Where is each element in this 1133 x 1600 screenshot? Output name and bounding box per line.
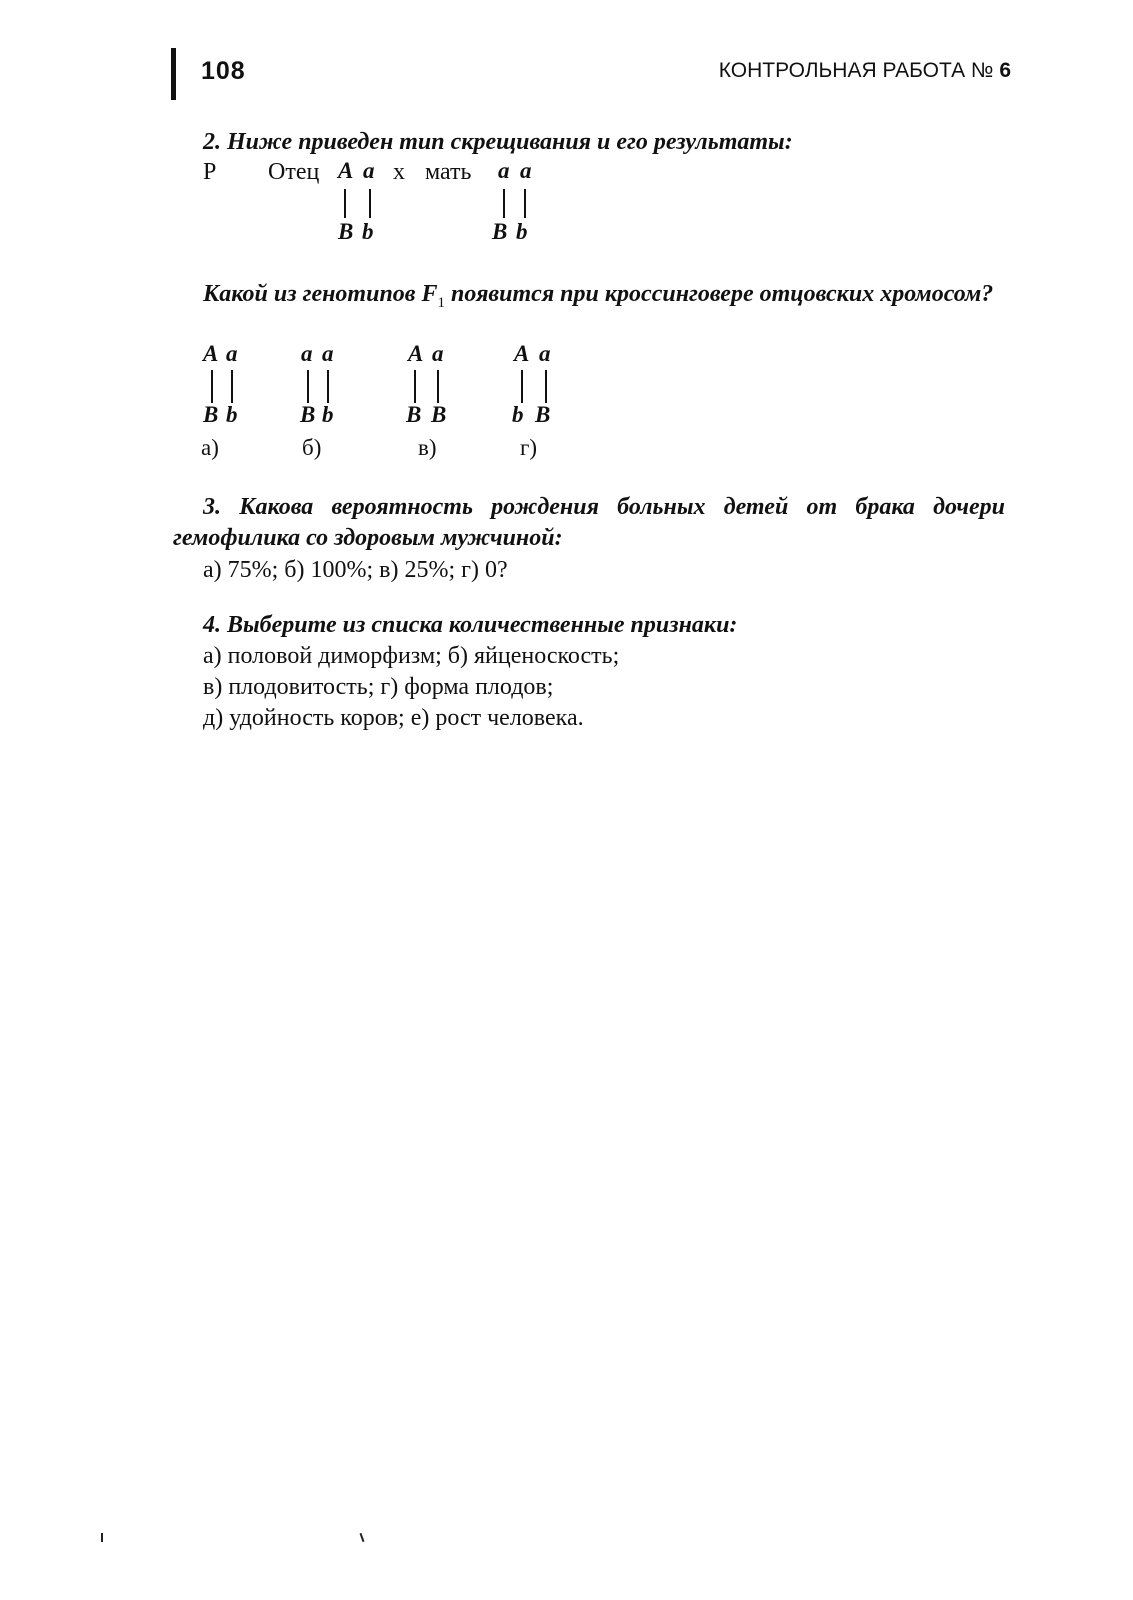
option-a-bottom-2: b (226, 402, 238, 427)
running-title-number: 6 (999, 59, 1011, 82)
option-b-top-1: a (301, 341, 313, 366)
question-2-f-subscript: 1 (437, 294, 446, 311)
option-v-top-2: a (432, 341, 444, 366)
running-title-text: КОНТРОЛЬНАЯ РАБОТА № (718, 59, 994, 82)
header-rule (171, 48, 176, 100)
question-4-title: 4. Выберите из списка количественные признаки: (203, 612, 738, 638)
mother-allele-bottom-1: B (492, 219, 508, 244)
option-b-bottom-2: b (322, 402, 334, 427)
father-chromosome-line-2 (369, 189, 371, 218)
question-4-line-3: д) удойность коров; е) рост человека. (203, 705, 584, 731)
option-v-top-1: A (408, 341, 424, 366)
mother-allele-top-2: a (520, 158, 532, 183)
mother-allele-bottom-2: b (516, 219, 528, 244)
question-2-prompt (173, 279, 1005, 319)
cross-p-label: Р (203, 159, 217, 185)
father-allele-top-2: a (363, 158, 375, 183)
option-v-line-1 (414, 370, 416, 403)
option-a-bottom-1: B (203, 402, 219, 427)
father-chromosome-line-1 (344, 189, 346, 218)
mother-label: мать (425, 159, 472, 185)
page-number: 108 (201, 57, 246, 85)
option-v-line-2 (437, 370, 439, 403)
mother-allele-top-1: a (498, 158, 510, 183)
mother-chromosome-line-2 (524, 189, 526, 218)
option-g-label: г) (520, 435, 538, 460)
question-3 (173, 492, 1005, 586)
question-2-text-b: появится при кроссинговере отцовских хромосом? (445, 281, 994, 307)
option-a-line-2 (231, 370, 233, 403)
scan-mark-center (360, 1533, 365, 1542)
option-g-top-2: a (539, 341, 551, 366)
option-b-bottom-1: B (300, 402, 316, 427)
question-3-title: 3. Какова вероятность рождения больных детей от брака дочери гемофилика со здоровым мужчиной: (173, 494, 1005, 551)
option-b-top-2: a (322, 341, 334, 366)
father-allele-top-1: A (338, 158, 354, 183)
option-b-line-2 (327, 370, 329, 403)
option-g-bottom-1: b (512, 402, 524, 427)
question-4-line-1: а) половой диморфизм; б) яйценоскость; (203, 643, 620, 669)
father-label: Отец (268, 159, 320, 185)
cross-sign: х (393, 159, 405, 185)
option-a-top-1: A (203, 341, 219, 366)
question-2-text-a: Какой из генотипов (203, 281, 422, 307)
question-3-answers: а) 75%; б) 100%; в) 25%; г) 0? (203, 557, 508, 583)
option-b-label: б) (302, 435, 322, 460)
question-4 (203, 610, 1005, 734)
question-2-title: 2. Ниже приведен тип скрещивания и его результаты: (203, 129, 793, 155)
option-g-line-2 (545, 370, 547, 403)
father-allele-bottom-1: B (338, 219, 354, 244)
question-4-line-2: в) плодовитость; г) форма плодов; (203, 674, 554, 700)
option-a-top-2: a (226, 341, 238, 366)
option-v-bottom-1: B (406, 402, 422, 427)
question-2-f: F (421, 281, 438, 307)
option-g-line-1 (521, 370, 523, 403)
option-a-line-1 (211, 370, 213, 403)
father-allele-bottom-2: b (362, 219, 374, 244)
option-g-bottom-2: B (535, 402, 551, 427)
mother-chromosome-line-1 (503, 189, 505, 218)
option-v-bottom-2: B (431, 402, 447, 427)
option-v-label: в) (418, 435, 437, 460)
running-title (719, 59, 1011, 83)
scan-mark-left (101, 1533, 103, 1542)
option-g-top-1: A (514, 341, 530, 366)
option-b-line-1 (307, 370, 309, 403)
option-a-label: а) (201, 435, 219, 460)
